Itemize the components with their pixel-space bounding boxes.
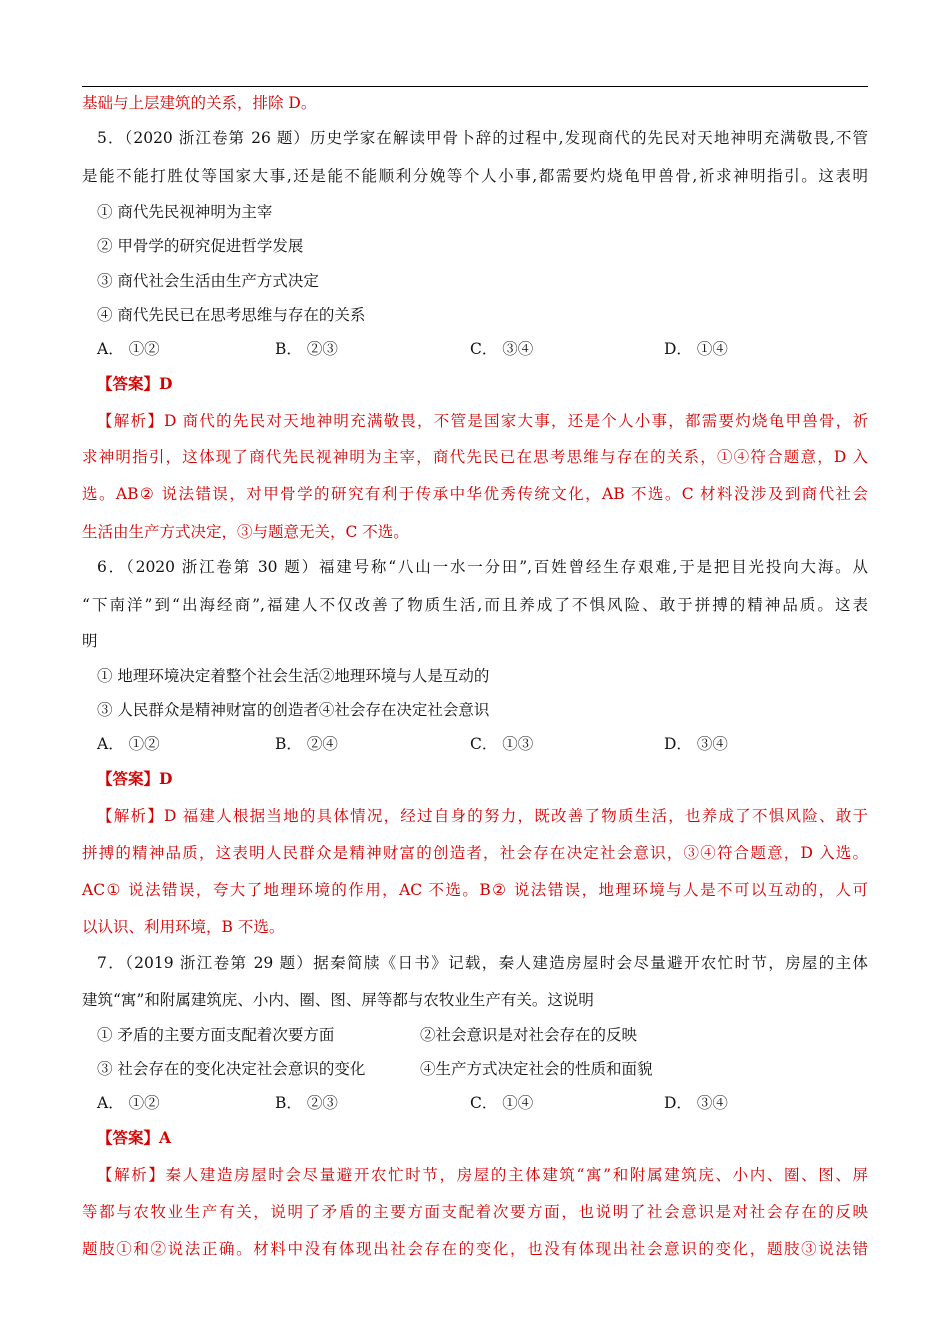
q7-statement-4: ④生产方式决定社会的性质和面貌: [420, 1060, 653, 1078]
q5-option-a: A． ①②: [97, 340, 160, 358]
q5-stem-line1: 5．（2020 浙江卷第 26 题）历史学家在解读甲骨卜辞的过程中,发现商代的先民对天地神明充满敬畏,不管: [97, 129, 868, 147]
q7-answer: 【答案】A: [97, 1128, 172, 1147]
q6-option-a: A． ①②: [97, 735, 160, 753]
q6-option-d: D． ③④: [664, 735, 728, 753]
q7-statement-2: ②社会意识是对社会存在的反映: [420, 1026, 638, 1044]
q7-analysis-line3: 题肢①和②说法正确。材料中没有体现出社会存在的变化，也没有体现出社会意识的变化，题肢③说法错: [82, 1240, 868, 1258]
q5-option-d: D． ①④: [664, 340, 728, 358]
q7-analysis-line2: 等都与农牧业生产有关，说明了矛盾的主要方面支配着次要方面，也说明了社会意识是对社会存在的反映: [82, 1203, 868, 1221]
q6-analysis-line1: 【解析】D 福建人根据当地的具体情况，经过自身的努力，既改善了物质生活，也养成了不惧风险、敢于: [97, 807, 868, 825]
q6-stem-line3: 明: [82, 632, 98, 650]
q5-statement-1: ① 商代先民视神明为主宰: [97, 203, 273, 221]
q5-statement-2: ② 甲骨学的研究促进哲学发展: [97, 237, 304, 255]
q6-statement-1: ① 地理环境决定着整个社会生活②地理环境与人是互动的: [97, 667, 490, 685]
q5-analysis-line2: 求神明指引，这体现了商代先民视神明为主宰，商代先民已在思考思维与存在的关系，①④符合题意，D 入: [82, 448, 868, 466]
q7-option-d: D． ③④: [664, 1094, 728, 1112]
q5-analysis-line4: 生活由生产方式决定，③与题意无关，C 不选。: [82, 523, 409, 541]
q6-analysis-line3: AC① 说法错误，夸大了地理环境的作用，AC 不选。B② 说法错误，地理环境与人是不可以互动的，人可: [82, 881, 868, 899]
q5-answer: 【答案】D: [97, 374, 173, 393]
q7-option-a: A． ①②: [97, 1094, 160, 1112]
q7-option-b: B． ②③: [275, 1094, 338, 1112]
q6-analysis-line2: 拼搏的精神品质，这表明人民群众是精神财富的创造者，社会存在决定社会意识，③④符合题意，D 入选。: [82, 844, 868, 862]
q6-option-b: B． ②④: [275, 735, 338, 753]
q6-statement-2: ③ 人民群众是精神财富的创造者④社会存在决定社会意识: [97, 701, 490, 719]
continuation-text: 基础与上层建筑的关系，排除 D。: [82, 94, 317, 112]
q5-analysis-line3: 选。AB② 说法错误，对甲骨学的研究有利于传承中华优秀传统文化，AB 不选。C 材料没涉及到商代社会: [82, 485, 868, 503]
q7-stem-line2: 建筑“寓”和附属建筑庑、小内、圈、图、屏等都与农牧业生产有关。这说明: [82, 991, 594, 1009]
q5-statement-4: ④ 商代先民已在思考思维与存在的关系: [97, 306, 366, 324]
q5-option-c: C． ③④: [470, 340, 534, 358]
q6-stem-line1: 6．（2020 浙江卷第 30 题）福建号称“八山一水一分田”,百姓曾经生存艰难,于是把目光投向大海。从: [97, 558, 868, 576]
q5-stem-line2: 是能不能打胜仗等国家大事,还是能不能顺利分娩等个人小事,都需要灼烧龟甲兽骨,祈求神明指引。这表明: [82, 167, 868, 185]
q5-statement-3: ③ 商代社会生活由生产方式决定: [97, 272, 319, 290]
q6-answer: 【答案】D: [97, 769, 173, 788]
q5-analysis-line1: 【解析】D 商代的先民对天地神明充满敬畏，不管是国家大事，还是个人小事，都需要灼烧龟甲兽骨，祈: [97, 412, 868, 430]
q7-statement-3: ③ 社会存在的变化决定社会意识的变化: [97, 1060, 366, 1078]
q7-statement-1: ① 矛盾的主要方面支配着次要方面: [97, 1026, 335, 1044]
q7-analysis-line1: 【解析】秦人建造房屋时会尽量避开农忙时节，房屋的主体建筑“寓”和附属建筑庑、小内、圈、图、屏: [97, 1166, 868, 1184]
q5-option-b: B． ②③: [275, 340, 338, 358]
q7-stem-line1: 7．（2019 浙江卷第 29 题）据秦简牍《日书》记载，秦人建造房屋时会尽量避开农忙时节，房屋的主体: [97, 954, 868, 972]
q6-option-c: C． ①③: [470, 735, 534, 753]
q6-analysis-line4: 以认识、利用环境，B 不选。: [82, 918, 285, 936]
header-rule: [82, 86, 868, 87]
q6-stem-line2: “下南洋”到“出海经商”,福建人不仅改善了物质生活,而且养成了不惧风险、敢于拼搏的精神品质。这表: [82, 596, 868, 614]
q7-option-c: C． ①④: [470, 1094, 534, 1112]
